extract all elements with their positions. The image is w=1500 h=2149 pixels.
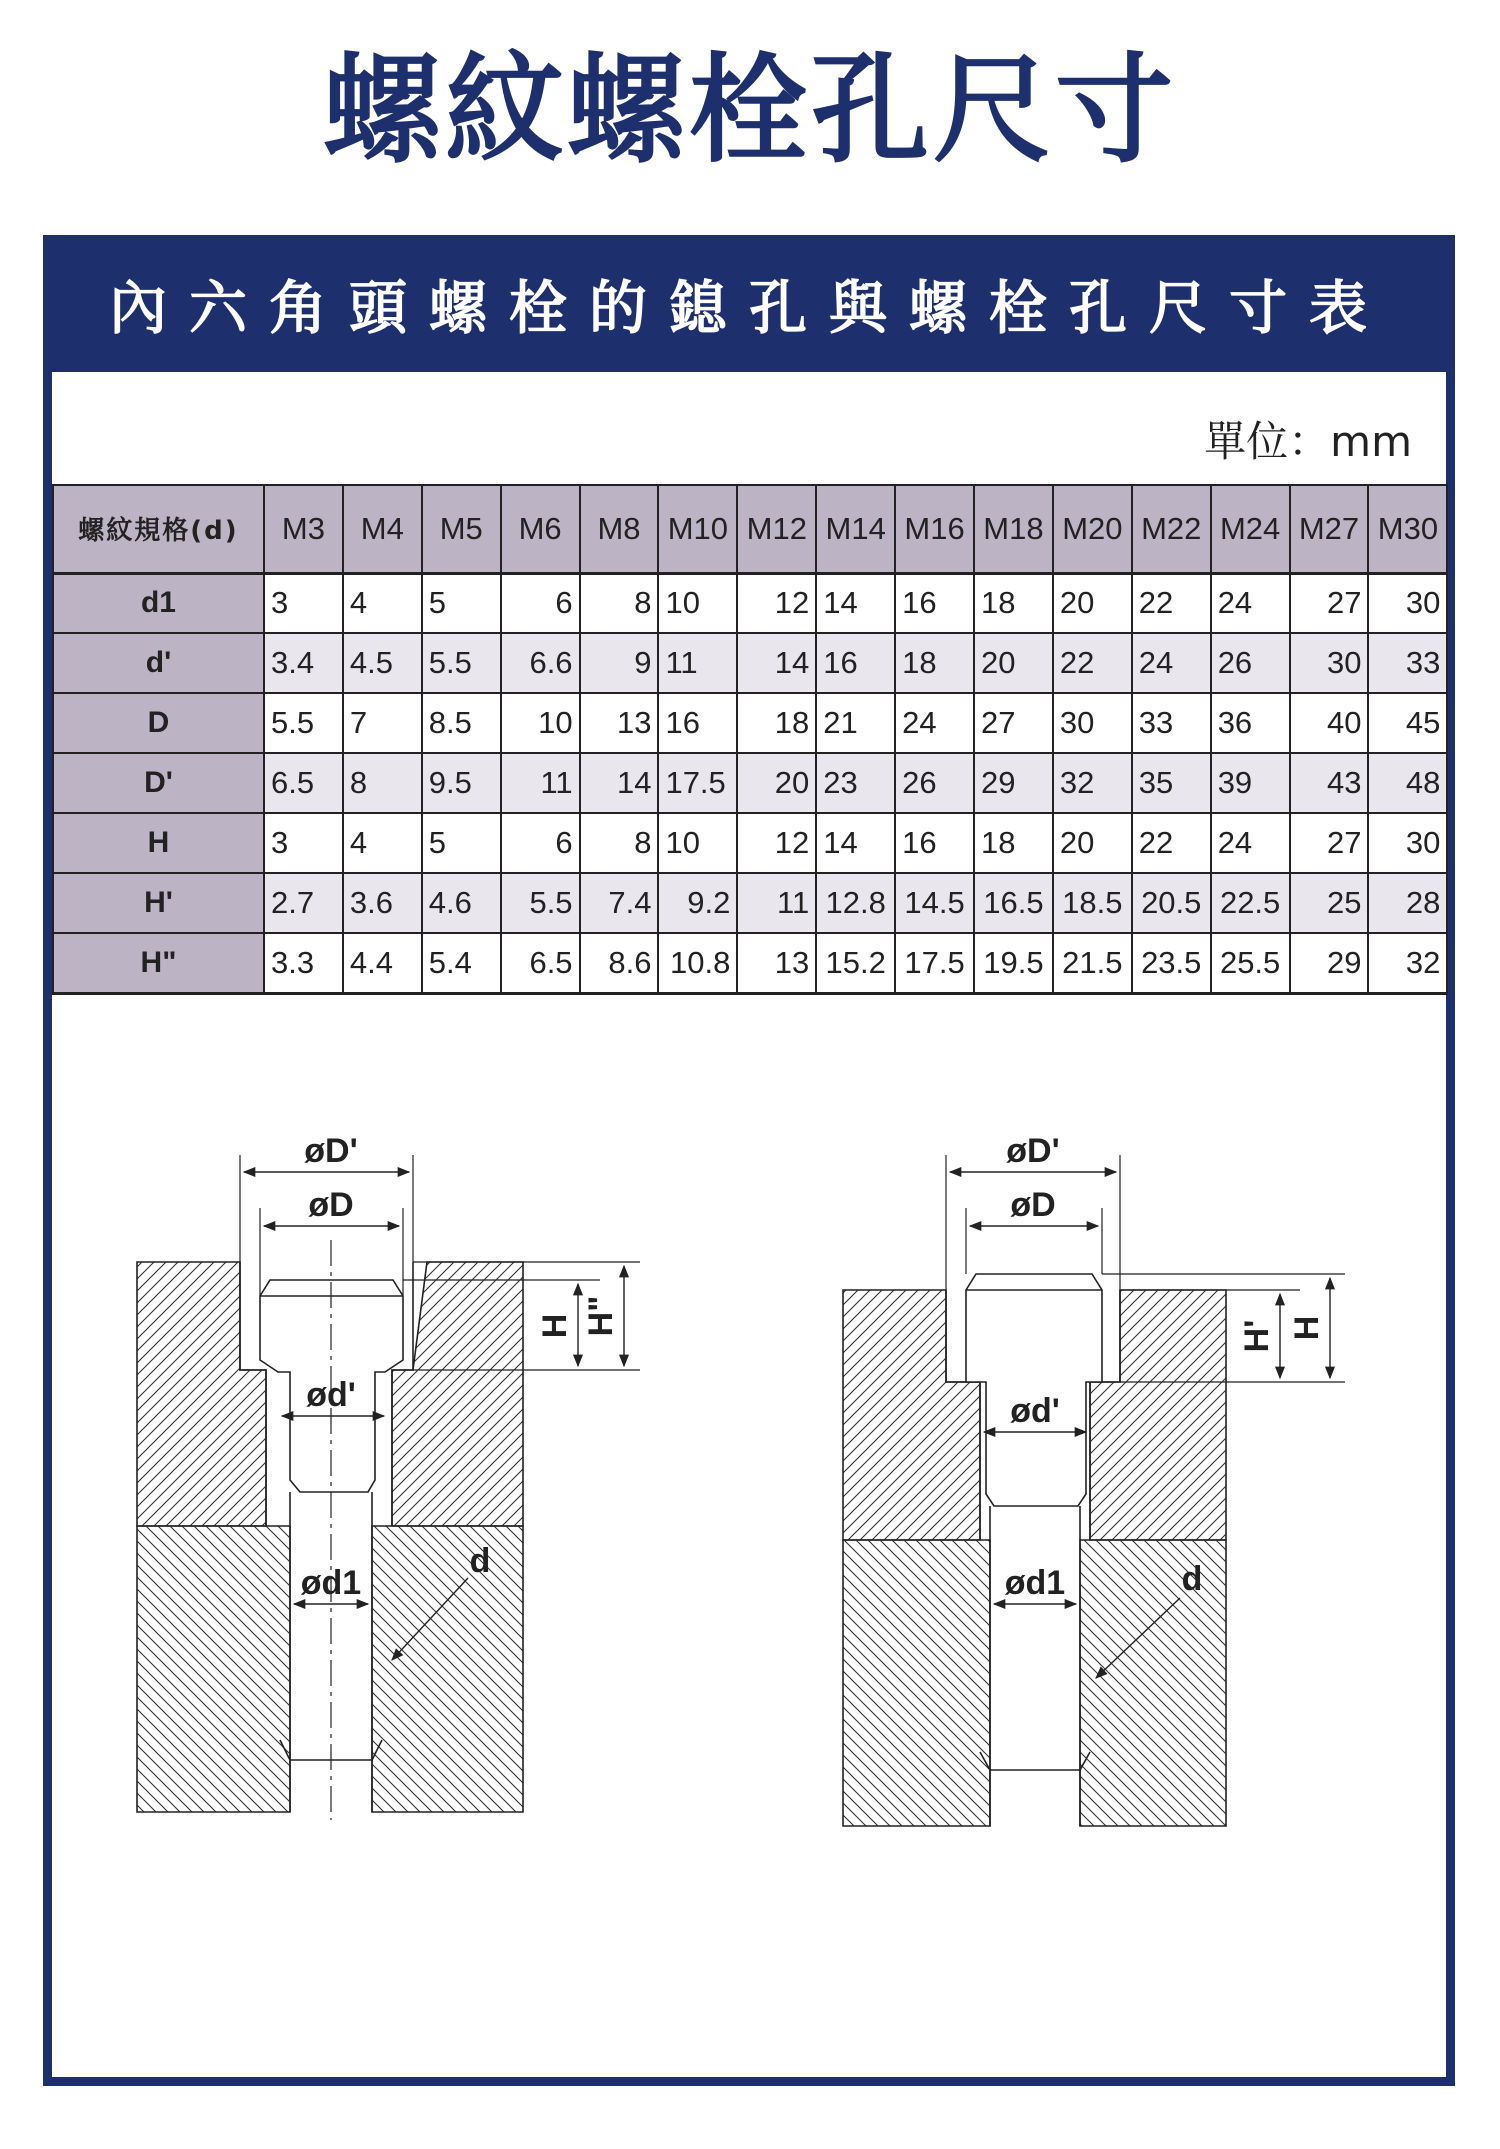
table-cell: 22	[1132, 813, 1211, 873]
table-cell: 20	[1053, 573, 1132, 633]
table-cell: 27	[1290, 813, 1369, 873]
table-cell: 14.5	[895, 873, 974, 933]
table-cell: 25	[1290, 873, 1369, 933]
table-cell: 6	[501, 813, 580, 873]
table-cell: 32	[1368, 933, 1447, 993]
table-cell: 9.5	[422, 753, 501, 813]
table-cell: 12	[737, 573, 816, 633]
table-cell: 29	[974, 753, 1053, 813]
table-cell: 43	[1290, 753, 1369, 813]
right-diagram	[843, 1155, 1345, 1826]
table-cell: 5.5	[501, 873, 580, 933]
row-label: D'	[53, 753, 264, 813]
table-cell: 33	[1368, 633, 1447, 693]
table-cell: 10	[658, 813, 737, 873]
table-cell: 33	[1132, 693, 1211, 753]
left-diagram	[137, 1155, 640, 1820]
table-cell: 20.5	[1132, 873, 1211, 933]
right-label-H: H	[1288, 1315, 1326, 1341]
table-cell: 3.6	[343, 873, 422, 933]
left-label-H-double: H"	[582, 1295, 620, 1337]
table-cell: 3.4	[264, 633, 343, 693]
row-label: H	[53, 813, 264, 873]
table-cell: 18	[974, 813, 1053, 873]
table-cell: 4.6	[422, 873, 501, 933]
table-cell: 5.5	[422, 633, 501, 693]
row-label: H"	[53, 933, 264, 993]
table-cell: 24	[1211, 573, 1290, 633]
table-cell: 18	[895, 633, 974, 693]
size-column-header: M14	[816, 485, 895, 573]
table-cell: 13	[737, 933, 816, 993]
table-cell: 35	[1132, 753, 1211, 813]
table-cell: 12	[737, 813, 816, 873]
size-column-header: M10	[658, 485, 737, 573]
table-cell: 4.5	[343, 633, 422, 693]
table-cell: 18	[974, 573, 1053, 633]
table-cell: 4.4	[343, 933, 422, 993]
table-cell: 20	[737, 753, 816, 813]
right-label-d1: ød1	[1004, 1564, 1066, 1602]
table-cell: 14	[816, 573, 895, 633]
table-cell: 16	[658, 693, 737, 753]
size-column-header: M6	[501, 485, 580, 573]
table-cell: 9.2	[658, 873, 737, 933]
left-label-d: d	[469, 1542, 491, 1580]
table-cell: 14	[580, 753, 659, 813]
table-cell: 20	[974, 633, 1053, 693]
table-cell: 3	[264, 813, 343, 873]
left-label-d-prime: ød'	[306, 1376, 356, 1414]
table-cell: 30	[1290, 633, 1369, 693]
left-label-H: H	[536, 1313, 574, 1339]
table-cell: 24	[1132, 633, 1211, 693]
left-label-D: øD	[308, 1186, 354, 1224]
table-cell: 17.5	[658, 753, 737, 813]
size-column-header: M20	[1053, 485, 1132, 573]
table-cell: 27	[974, 693, 1053, 753]
table-cell: 40	[1290, 693, 1369, 753]
table-cell: 22	[1132, 573, 1211, 633]
table-cell: 27	[1290, 573, 1369, 633]
table-cell: 16	[895, 813, 974, 873]
row-label: d'	[53, 633, 264, 693]
table-cell: 30	[1053, 693, 1132, 753]
table-cell: 19.5	[974, 933, 1053, 993]
size-column-header: M12	[737, 485, 816, 573]
table-cell: 5	[422, 573, 501, 633]
left-label-D-prime: øD'	[304, 1132, 358, 1170]
size-column-header: M5	[422, 485, 501, 573]
table-cell: 30	[1368, 813, 1447, 873]
table-cell: 36	[1211, 693, 1290, 753]
size-column-header: M3	[264, 485, 343, 573]
table-cell: 32	[1053, 753, 1132, 813]
table-cell: 7.4	[580, 873, 659, 933]
table-cell: 45	[1368, 693, 1447, 753]
page-title: 螺紋螺栓孔尺寸	[322, 41, 1177, 179]
table-cell: 21.5	[1053, 933, 1132, 993]
table-cell: 5	[422, 813, 501, 873]
right-label-d-prime: ød'	[1010, 1392, 1060, 1430]
right-label-d: d	[1181, 1560, 1203, 1598]
table-cell: 12.8	[816, 873, 895, 933]
right-label-D-prime: øD'	[1006, 1132, 1060, 1170]
table-cell: 18	[737, 693, 816, 753]
row-label: d1	[53, 573, 264, 633]
table-cell: 16	[895, 573, 974, 633]
row-label: H'	[53, 873, 264, 933]
table-cell: 21	[816, 693, 895, 753]
table-cell: 3	[264, 573, 343, 633]
table-cell: 8.6	[580, 933, 659, 993]
table-cell: 16	[816, 633, 895, 693]
size-column-header: M8	[580, 485, 659, 573]
table-cell: 4	[343, 573, 422, 633]
table-cell: 4	[343, 813, 422, 873]
table-banner: 內六角頭螺栓的鎴孔與螺栓孔尺寸表	[52, 244, 1446, 372]
right-label-D: øD	[1010, 1186, 1056, 1224]
table-cell: 8	[580, 573, 659, 633]
table-cell: 28	[1368, 873, 1447, 933]
unit-label: 單位：mm	[1204, 417, 1412, 466]
table-cell: 22.5	[1211, 873, 1290, 933]
table-cell: 3.3	[264, 933, 343, 993]
table-cell: 26	[1211, 633, 1290, 693]
table-cell: 24	[1211, 813, 1290, 873]
table-cell: 13	[580, 693, 659, 753]
table-cell: 48	[1368, 753, 1447, 813]
table-cell: 22	[1053, 633, 1132, 693]
table-cell: 6.6	[501, 633, 580, 693]
table-cell: 16.5	[974, 873, 1053, 933]
table-cell: 5.5	[264, 693, 343, 753]
table-cell: 11	[737, 873, 816, 933]
table-cell: 25.5	[1211, 933, 1290, 993]
table-cell: 26	[895, 753, 974, 813]
table-cell: 8	[580, 813, 659, 873]
table-cell: 14	[816, 813, 895, 873]
size-column-header: M30	[1368, 485, 1447, 573]
table-cell: 5.4	[422, 933, 501, 993]
size-column-header: M16	[895, 485, 974, 573]
row-label: D	[53, 693, 264, 753]
table-cell: 24	[895, 693, 974, 753]
table-cell: 17.5	[895, 933, 974, 993]
table-cell: 30	[1368, 573, 1447, 633]
table-cell: 10.8	[658, 933, 737, 993]
table-cell: 2.7	[264, 873, 343, 933]
table-cell: 20	[1053, 813, 1132, 873]
table-cell: 9	[580, 633, 659, 693]
size-column-header: M22	[1132, 485, 1211, 573]
table-cell: 6	[501, 573, 580, 633]
table-cell: 39	[1211, 753, 1290, 813]
size-column-header: M4	[343, 485, 422, 573]
size-column-header: M24	[1211, 485, 1290, 573]
table-cell: 15.2	[816, 933, 895, 993]
table-cell: 6.5	[264, 753, 343, 813]
table-cell: 23	[816, 753, 895, 813]
table-cell: 29	[1290, 933, 1369, 993]
table-cell: 8.5	[422, 693, 501, 753]
table-cell: 23.5	[1132, 933, 1211, 993]
table-cell: 10	[658, 573, 737, 633]
table-cell: 6.5	[501, 933, 580, 993]
table-cell: 8	[343, 753, 422, 813]
size-column-header: M27	[1290, 485, 1369, 573]
table-cell: 7	[343, 693, 422, 753]
table-cell: 11	[501, 753, 580, 813]
left-label-d1: ød1	[300, 1564, 362, 1602]
table-cell: 18.5	[1053, 873, 1132, 933]
table-cell: 14	[737, 633, 816, 693]
table-cell: 10	[501, 693, 580, 753]
table-cell: 11	[658, 633, 737, 693]
right-label-H-prime: H'	[1238, 1319, 1276, 1353]
thread-spec-header: 螺紋規格(d)	[53, 485, 264, 573]
size-column-header: M18	[974, 485, 1053, 573]
